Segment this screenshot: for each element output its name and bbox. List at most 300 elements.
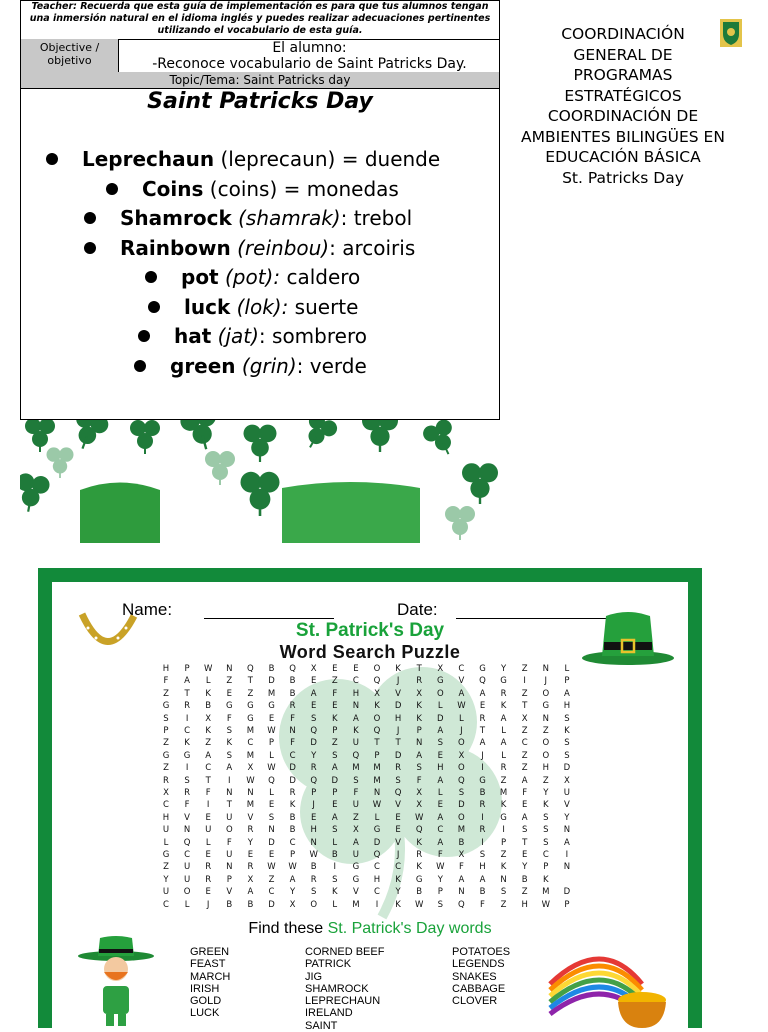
grid-letter[interactable]: R — [416, 676, 423, 687]
grid-letter[interactable]: R — [289, 701, 296, 712]
grid-letter[interactable]: N — [458, 887, 465, 898]
grid-letter[interactable]: S — [564, 738, 570, 749]
grid-letter[interactable]: N — [542, 664, 549, 674]
grid-letter[interactable]: V — [395, 800, 401, 811]
grid-letter[interactable]: L — [437, 701, 443, 712]
grid-letter[interactable]: V — [247, 812, 254, 823]
grid-letter[interactable]: H — [373, 874, 381, 885]
grid-letter[interactable]: X — [310, 664, 317, 674]
grid-letter[interactable]: Y — [522, 862, 528, 873]
grid-letter[interactable]: C — [289, 750, 296, 761]
grid-letter[interactable]: D — [373, 837, 381, 848]
grid-letter[interactable]: I — [502, 825, 505, 836]
grid-letter[interactable]: W — [203, 664, 213, 674]
grid-letter[interactable]: T — [205, 775, 211, 786]
grid-letter[interactable]: B — [289, 812, 296, 823]
grid-letter[interactable]: N — [563, 862, 571, 873]
grid-letter[interactable]: E — [205, 850, 211, 860]
grid-letter[interactable]: F — [353, 788, 359, 798]
grid-letter[interactable]: Z — [521, 763, 528, 774]
grid-letter[interactable]: X — [416, 788, 423, 798]
grid-letter[interactable]: R — [479, 800, 486, 811]
grid-letter[interactable]: D — [331, 775, 339, 786]
grid-letter[interactable]: K — [416, 713, 422, 724]
grid-letter[interactable]: Q — [268, 775, 275, 786]
grid-letter[interactable]: O — [310, 899, 318, 910]
grid-letter[interactable]: G — [226, 701, 233, 712]
grid-letter[interactable]: Z — [521, 750, 528, 761]
grid-letter[interactable]: G — [373, 825, 381, 836]
grid-letter[interactable]: H — [310, 825, 317, 836]
grid-letter[interactable]: S — [226, 726, 232, 736]
grid-letter[interactable]: H — [542, 763, 549, 774]
grid-letter[interactable]: X — [289, 899, 296, 910]
grid-letter[interactable]: B — [479, 887, 486, 898]
grid-letter[interactable]: G — [415, 874, 423, 885]
grid-letter[interactable]: T — [479, 726, 486, 736]
grid-letter[interactable]: Z — [500, 899, 507, 910]
grid-letter[interactable]: Z — [521, 726, 528, 736]
grid-letter[interactable]: U — [162, 825, 170, 836]
grid-letter[interactable]: E — [395, 825, 401, 836]
grid-letter[interactable]: H — [162, 812, 170, 823]
grid-letter[interactable]: Y — [395, 887, 401, 898]
grid-letter[interactable]: A — [331, 763, 338, 774]
grid-letter[interactable]: K — [500, 701, 507, 712]
grid-letter[interactable]: A — [437, 775, 444, 786]
grid-letter[interactable]: E — [522, 850, 528, 860]
grid-letter[interactable]: J — [396, 726, 400, 736]
grid-letter[interactable]: I — [185, 713, 189, 724]
grid-letter[interactable]: A — [247, 887, 254, 898]
grid-letter[interactable]: U — [563, 788, 570, 798]
grid-letter[interactable]: R — [289, 788, 296, 798]
grid-letter[interactable]: E — [437, 750, 443, 761]
grid-letter[interactable]: R — [479, 825, 486, 836]
grid-letter[interactable]: F — [458, 862, 464, 873]
grid-letter[interactable]: A — [458, 688, 465, 699]
grid-letter[interactable]: S — [437, 899, 443, 910]
grid-letter[interactable]: C — [521, 738, 528, 749]
grid-letter[interactable]: Q — [458, 775, 465, 786]
grid-letter[interactable]: K — [395, 874, 401, 885]
grid-letter[interactable]: L — [184, 899, 190, 910]
grid-letter[interactable]: P — [374, 750, 380, 761]
grid-letter[interactable]: P — [501, 837, 507, 848]
grid-letter[interactable]: I — [481, 812, 484, 823]
grid-letter[interactable]: T — [184, 688, 190, 699]
grid-letter[interactable]: C — [205, 763, 212, 774]
grid-letter[interactable]: N — [183, 825, 191, 836]
grid-letter[interactable]: L — [332, 899, 338, 910]
grid-letter[interactable]: Y — [543, 788, 549, 798]
grid-letter[interactable]: D — [268, 676, 275, 687]
grid-letter[interactable]: R — [310, 874, 317, 885]
grid-letter[interactable]: D — [394, 750, 402, 761]
grid-letter[interactable]: T — [395, 738, 401, 749]
grid-letter[interactable]: C — [374, 887, 380, 898]
grid-letter[interactable]: E — [522, 800, 528, 811]
grid-letter[interactable]: Z — [521, 688, 528, 699]
grid-letter[interactable]: K — [564, 726, 570, 736]
grid-letter[interactable]: W — [288, 862, 297, 873]
grid-letter[interactable]: H — [479, 862, 486, 873]
grid-letter[interactable]: P — [543, 862, 549, 873]
grid-letter[interactable]: Q — [373, 676, 381, 687]
grid-letter[interactable]: O — [458, 738, 465, 749]
grid-letter[interactable]: Q — [415, 825, 423, 836]
grid-letter[interactable]: N — [373, 788, 381, 798]
grid-letter[interactable]: N — [268, 825, 275, 836]
grid-letter[interactable]: U — [226, 850, 233, 860]
grid-letter[interactable]: A — [479, 688, 486, 699]
grid-letter[interactable]: E — [332, 664, 338, 674]
grid-letter[interactable]: A — [205, 750, 212, 761]
grid-letter[interactable]: Z — [331, 738, 338, 749]
grid-letter[interactable]: X — [437, 664, 444, 674]
grid-letter[interactable]: V — [458, 676, 465, 687]
grid-letter[interactable]: Z — [163, 763, 169, 774]
grid-letter[interactable]: E — [353, 664, 359, 674]
grid-letter[interactable]: G — [162, 850, 170, 860]
grid-letter[interactable]: C — [542, 850, 549, 860]
grid-letter[interactable]: A — [479, 874, 486, 885]
grid-letter[interactable]: R — [500, 763, 507, 774]
grid-letter[interactable]: P — [290, 850, 296, 860]
grid-letter[interactable]: E — [332, 701, 338, 712]
grid-letter[interactable]: Z — [542, 726, 549, 736]
grid-letter[interactable]: S — [353, 775, 359, 786]
grid-letter[interactable]: A — [563, 837, 570, 848]
grid-letter[interactable]: E — [311, 701, 317, 712]
grid-letter[interactable]: S — [163, 713, 169, 724]
grid-letter[interactable]: D — [394, 701, 402, 712]
grid-letter[interactable]: E — [268, 800, 275, 811]
grid-letter[interactable]: Q — [479, 676, 486, 687]
grid-letter[interactable]: S — [416, 763, 422, 774]
grid-letter[interactable]: W — [457, 701, 466, 712]
grid-letter[interactable]: D — [437, 713, 444, 724]
grid-letter[interactable]: Z — [500, 850, 507, 860]
grid-letter[interactable]: K — [205, 726, 211, 736]
grid-letter[interactable]: G — [247, 701, 254, 712]
grid-letter[interactable]: Z — [163, 862, 169, 873]
grid-letter[interactable]: A — [184, 676, 190, 687]
grid-letter[interactable]: E — [395, 812, 401, 823]
grid-letter[interactable]: X — [247, 763, 254, 774]
grid-letter[interactable]: A — [352, 837, 359, 848]
grid-letter[interactable]: B — [331, 850, 338, 860]
grid-letter[interactable]: B — [205, 701, 212, 712]
grid-letter[interactable]: O — [458, 812, 465, 823]
grid-letter[interactable]: S — [332, 750, 338, 761]
grid-letter[interactable]: D — [310, 738, 317, 749]
grid-letter[interactable]: W — [246, 775, 255, 786]
grid-letter[interactable]: X — [563, 775, 570, 786]
grid-letter[interactable]: S — [395, 775, 401, 786]
grid-letter[interactable]: Z — [331, 676, 338, 687]
grid-letter[interactable]: X — [458, 750, 465, 761]
grid-letter[interactable]: Q — [289, 664, 296, 674]
grid-letter[interactable]: S — [268, 812, 275, 823]
grid-letter[interactable]: N — [289, 726, 296, 736]
name-field[interactable] — [204, 618, 334, 619]
grid-letter[interactable]: B — [458, 837, 465, 848]
grid-letter[interactable]: O — [542, 688, 550, 699]
grid-letter[interactable]: A — [563, 688, 570, 699]
grid-letter[interactable]: R — [184, 788, 191, 798]
grid-letter[interactable]: B — [289, 825, 296, 836]
grid-letter[interactable]: E — [268, 850, 275, 860]
grid-letter[interactable]: A — [352, 713, 359, 724]
grid-letter[interactable]: H — [352, 688, 360, 699]
grid-letter[interactable]: T — [226, 800, 232, 811]
grid-letter[interactable]: E — [311, 812, 317, 823]
grid-letter[interactable]: A — [289, 874, 296, 885]
grid-letter[interactable]: Y — [564, 812, 570, 823]
grid-letter[interactable]: D — [289, 775, 296, 786]
grid-letter[interactable]: K — [289, 800, 296, 811]
grid-letter[interactable]: K — [184, 738, 190, 749]
grid-letter[interactable]: M — [373, 775, 381, 786]
grid-letter[interactable]: A — [226, 763, 233, 774]
grid-letter[interactable]: V — [563, 800, 570, 811]
grid-letter[interactable]: L — [501, 726, 506, 736]
grid-letter[interactable]: D — [563, 887, 571, 898]
grid-letter[interactable]: G — [162, 750, 170, 761]
grid-letter[interactable]: P — [564, 676, 570, 687]
grid-letter[interactable]: A — [500, 713, 507, 724]
grid-letter[interactable]: R — [500, 688, 507, 699]
grid-letter[interactable]: L — [332, 837, 338, 848]
grid-letter[interactable]: S — [479, 850, 486, 860]
grid-letter[interactable]: M — [246, 726, 255, 736]
grid-letter[interactable]: B — [289, 688, 296, 699]
grid-letter[interactable]: L — [205, 837, 211, 848]
grid-letter[interactable]: W — [414, 812, 424, 823]
grid-letter[interactable]: F — [290, 738, 296, 749]
grid-letter[interactable]: X — [205, 713, 212, 724]
grid-letter[interactable]: Z — [352, 812, 359, 823]
grid-letter[interactable]: O — [183, 887, 191, 898]
grid-letter[interactable]: Z — [521, 887, 528, 898]
grid-letter[interactable]: B — [268, 664, 275, 674]
grid-letter[interactable]: H — [437, 763, 444, 774]
grid-letter[interactable]: E — [437, 800, 443, 811]
grid-letter[interactable]: R — [247, 862, 254, 873]
grid-letter[interactable]: P — [437, 887, 443, 898]
grid-letter[interactable]: Z — [247, 688, 254, 699]
grid-letter[interactable]: F — [522, 788, 528, 798]
grid-letter[interactable]: Y — [289, 887, 296, 898]
grid-letter[interactable]: S — [543, 825, 549, 836]
grid-letter[interactable]: Z — [521, 664, 528, 674]
grid-letter[interactable]: T — [522, 701, 528, 712]
grid-letter[interactable]: H — [563, 701, 571, 712]
grid-letter[interactable]: N — [542, 713, 549, 724]
grid-letter[interactable]: R — [205, 874, 212, 885]
grid-letter[interactable]: I — [481, 837, 484, 848]
grid-letter[interactable]: G — [500, 812, 507, 823]
grid-letter[interactable]: Z — [268, 874, 275, 885]
grid-letter[interactable]: G — [183, 750, 191, 761]
grid-letter[interactable]: F — [332, 688, 338, 699]
grid-letter[interactable]: S — [332, 874, 338, 885]
grid-letter[interactable]: A — [500, 738, 507, 749]
grid-letter[interactable]: W — [414, 899, 424, 910]
grid-letter[interactable]: Q — [373, 850, 381, 860]
grid-letter[interactable]: K — [395, 664, 401, 674]
grid-letter[interactable]: L — [437, 788, 443, 798]
grid-letter[interactable]: L — [374, 812, 380, 823]
grid-letter[interactable]: Y — [247, 837, 253, 848]
grid-letter[interactable]: T — [522, 837, 528, 848]
grid-letter[interactable]: L — [163, 837, 169, 848]
grid-letter[interactable]: R — [247, 825, 254, 836]
grid-letter[interactable]: G — [162, 701, 170, 712]
grid-letter[interactable]: E — [311, 676, 317, 687]
grid-letter[interactable]: E — [226, 688, 232, 699]
grid-letter[interactable]: J — [460, 726, 463, 736]
grid-letter[interactable]: P — [268, 738, 275, 749]
grid-letter[interactable]: O — [542, 738, 550, 749]
grid-letter[interactable]: R — [163, 775, 169, 786]
grid-letter[interactable]: K — [416, 701, 422, 712]
grid-letter[interactable]: I — [565, 850, 569, 860]
grid-letter[interactable]: Q — [310, 775, 318, 786]
grid-letter[interactable]: S — [310, 713, 317, 724]
grid-letter[interactable]: K — [543, 800, 549, 811]
grid-letter[interactable]: Z — [226, 676, 233, 687]
grid-letter[interactable]: C — [184, 726, 191, 736]
grid-letter[interactable]: I — [375, 899, 379, 910]
grid-letter[interactable]: O — [458, 763, 465, 774]
grid-letter[interactable]: K — [416, 862, 422, 873]
grid-letter[interactable]: U — [352, 850, 359, 860]
grid-letter[interactable]: D — [268, 837, 275, 848]
grid-letter[interactable]: P — [416, 726, 422, 736]
grid-letter[interactable]: S — [458, 788, 465, 798]
grid-letter[interactable]: E — [247, 850, 254, 860]
grid-letter[interactable]: K — [543, 874, 549, 885]
grid-letter[interactable]: A — [458, 874, 465, 885]
grid-letter[interactable]: C — [163, 899, 169, 910]
grid-letter[interactable]: W — [309, 850, 318, 860]
grid-letter[interactable]: G — [352, 862, 360, 873]
grid-letter[interactable]: X — [352, 825, 359, 836]
grid-letter[interactable]: B — [226, 899, 233, 910]
grid-letter[interactable]: Q — [183, 837, 191, 848]
grid-letter[interactable]: C — [163, 800, 169, 811]
grid-letter[interactable]: V — [226, 887, 233, 898]
grid-letter[interactable]: L — [269, 788, 274, 798]
grid-letter[interactable]: L — [501, 750, 506, 761]
grid-letter[interactable]: J — [396, 850, 400, 860]
grid-letter[interactable]: M — [246, 800, 255, 811]
grid-letter[interactable]: C — [458, 664, 465, 674]
grid-letter[interactable]: D — [268, 899, 275, 910]
grid-letter[interactable]: F — [480, 899, 485, 910]
grid-letter[interactable]: Q — [247, 664, 254, 674]
grid-letter[interactable]: U — [183, 874, 191, 885]
grid-letter[interactable]: U — [352, 738, 359, 749]
grid-letter[interactable]: D — [563, 763, 571, 774]
grid-letter[interactable]: B — [247, 899, 254, 910]
grid-letter[interactable]: V — [395, 837, 401, 848]
grid-letter[interactable]: N — [226, 664, 233, 674]
grid-letter[interactable]: M — [352, 763, 360, 774]
grid-letter[interactable]: S — [543, 837, 549, 848]
grid-letter[interactable]: I — [481, 763, 484, 774]
grid-letter[interactable]: N — [563, 825, 571, 836]
grid-letter[interactable]: B — [289, 676, 296, 687]
grid-letter[interactable]: S — [500, 887, 507, 898]
grid-letter[interactable]: N — [310, 837, 317, 848]
grid-letter[interactable]: R — [395, 763, 402, 774]
grid-letter[interactable]: U — [205, 825, 212, 836]
grid-letter[interactable]: E — [268, 713, 275, 724]
grid-letter[interactable]: E — [205, 887, 211, 898]
grid-letter[interactable]: G — [268, 701, 275, 712]
grid-letter[interactable]: Q — [394, 788, 402, 798]
grid-letter[interactable]: G — [437, 676, 444, 687]
grid-letter[interactable]: D — [458, 800, 465, 811]
grid-letter[interactable]: K — [332, 713, 338, 724]
grid-letter[interactable]: P — [564, 899, 570, 910]
grid-letter[interactable]: Q — [373, 726, 381, 736]
grid-letter[interactable]: F — [226, 713, 232, 724]
grid-letter[interactable]: H — [162, 664, 170, 674]
grid-letter[interactable]: C — [247, 738, 254, 749]
grid-letter[interactable]: A — [479, 738, 486, 749]
grid-letter[interactable]: C — [268, 887, 275, 898]
grid-letter[interactable]: G — [479, 775, 486, 786]
grid-letter[interactable]: A — [437, 837, 444, 848]
grid-letter[interactable]: F — [163, 676, 169, 687]
grid-letter[interactable]: I — [228, 775, 231, 786]
grid-letter[interactable]: X — [374, 688, 380, 699]
grid-letter[interactable]: Q — [310, 726, 318, 736]
grid-letter[interactable]: Q — [458, 899, 465, 910]
grid-letter[interactable]: V — [352, 887, 359, 898]
grid-letter[interactable]: R — [416, 850, 423, 860]
grid-letter[interactable]: I — [206, 800, 210, 811]
grid-letter[interactable]: A — [416, 750, 423, 761]
grid-letter[interactable]: N — [226, 788, 233, 798]
grid-letter[interactable]: L — [205, 676, 211, 687]
grid-letter[interactable]: K — [205, 688, 211, 699]
grid-letter[interactable]: N — [247, 788, 254, 798]
grid-letter[interactable]: J — [206, 899, 210, 910]
grid-letter[interactable]: R — [479, 713, 486, 724]
grid-letter[interactable]: O — [225, 825, 233, 836]
grid-letter[interactable]: E — [332, 800, 338, 811]
grid-letter[interactable]: B — [479, 788, 486, 798]
grid-letter[interactable]: X — [247, 874, 254, 885]
grid-letter[interactable]: R — [184, 701, 191, 712]
grid-letter[interactable]: K — [353, 726, 359, 736]
grid-letter[interactable]: C — [289, 837, 296, 848]
grid-letter[interactable]: V — [395, 688, 401, 699]
grid-letter[interactable]: K — [332, 887, 338, 898]
grid-letter[interactable]: J — [481, 750, 484, 761]
grid-letter[interactable]: Z — [542, 775, 549, 786]
grid-letter[interactable]: Z — [500, 775, 507, 786]
grid-letter[interactable]: C — [374, 862, 380, 873]
grid-letter[interactable]: V — [184, 812, 190, 823]
grid-letter[interactable]: A — [310, 688, 317, 699]
grid-letter[interactable]: N — [352, 701, 360, 712]
